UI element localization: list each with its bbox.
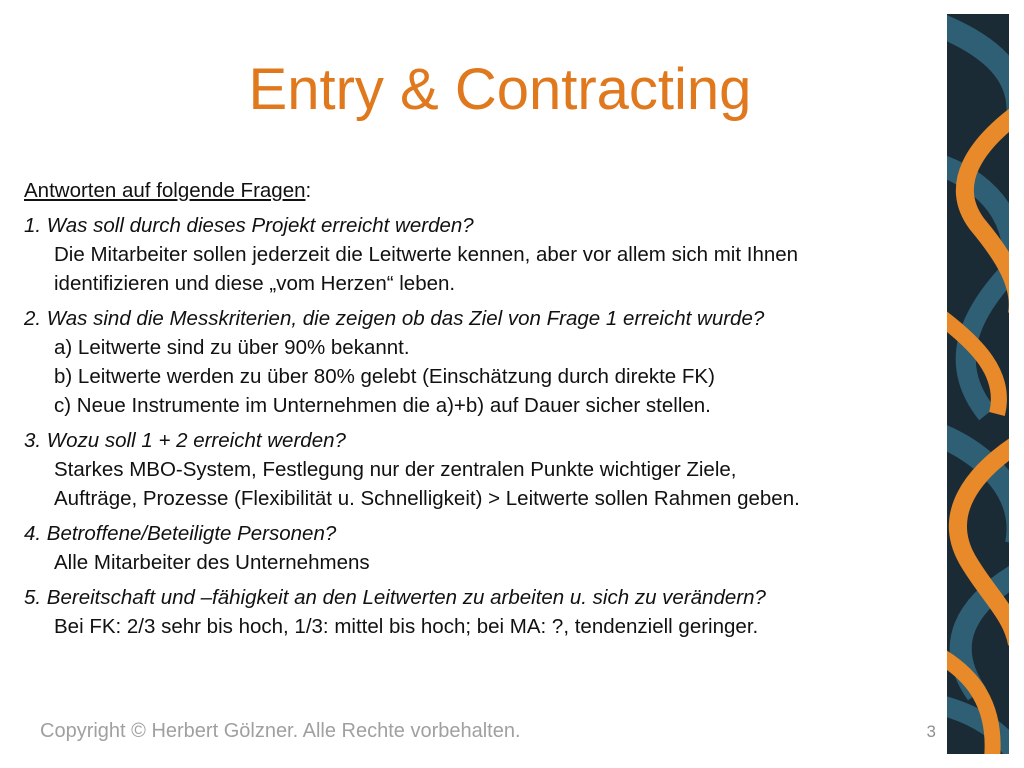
question-1: 1. Was soll durch dieses Projekt erreicht werden? <box>24 214 474 237</box>
answer-1-line-1: Die Mitarbeiter sollen jederzeit die Leitwerte kennen, aber vor allem sich mit Ihnen <box>54 243 799 266</box>
question-3: 3. Wozu soll 1 + 2 erreicht werden? <box>24 429 346 452</box>
answer-3-line-2: Aufträge, Prozesse (Flexibilität u. Schnelligkeit) > Leitwerte sollen Rahmen geben. <box>54 487 800 510</box>
question-5: 5. Bereitschaft und –fähigkeit an den Leitwerten zu arbeiten u. sich zu verändern? <box>24 586 766 609</box>
intro-line <box>24 176 944 205</box>
slide-title: Entry & Contracting <box>248 57 752 122</box>
answer-3-line-1: Starkes MBO-System, Festlegung nur der zentralen Punkte wichtiger Ziele, <box>54 458 737 481</box>
question-block-5 <box>24 583 944 641</box>
answer-4-line-1: Alle Mitarbeiter des Unternehmens <box>54 551 370 574</box>
slide-body <box>24 176 944 647</box>
question-block-2 <box>24 304 944 420</box>
page-number: 3 <box>926 722 936 741</box>
question-2: 2. Was sind die Messkriterien, die zeigen ob das Ziel von Frage 1 erreicht wurde? <box>24 307 765 330</box>
question-4: 4. Betroffene/Beteiligte Personen? <box>24 522 337 545</box>
question-block-4 <box>24 519 944 577</box>
decorative-ribbon-image <box>947 14 1009 754</box>
copyright-footer: Copyright © Herbert Gölzner. Alle Rechte vorbehalten. <box>40 720 521 742</box>
answer-2-line-2: b) Leitwerte werden zu über 80% gelebt (Einschätzung durch direkte FK) <box>54 365 715 388</box>
answer-2-line-1: a) Leitwerte sind zu über 90% bekannt. <box>54 336 410 359</box>
answer-2-line-3: c) Neue Instrumente im Unternehmen die a)+b) auf Dauer sicher stellen. <box>54 394 711 417</box>
intro-colon: : <box>305 179 312 202</box>
answer-1-line-2: identifizieren und diese „vom Herzen“ leben. <box>54 272 456 295</box>
answer-5-line-1: Bei FK: 2/3 sehr bis hoch, 1/3: mittel bis hoch; bei MA: ?, tendenziell geringer. <box>54 615 759 638</box>
question-block-1 <box>24 211 944 298</box>
question-block-3 <box>24 426 944 513</box>
intro-text: Antworten auf folgende Fragen <box>24 179 306 202</box>
